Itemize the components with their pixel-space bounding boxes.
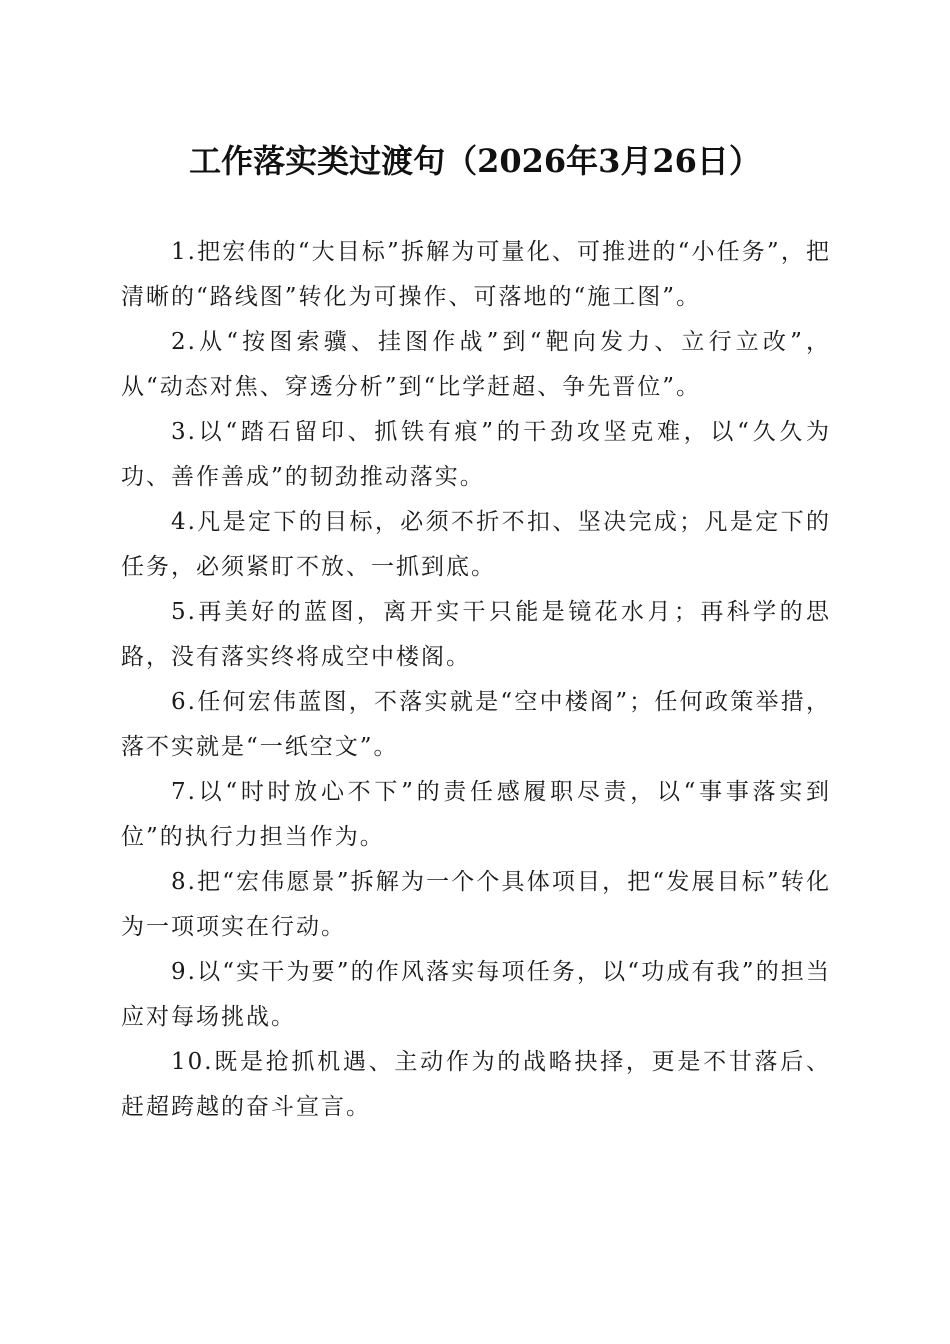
list-item: 2.从“按图索骥、挂图作战”到“靶向发力、立行立改”，从“动态对焦、穿透分析”到“比学赶超、争先晋位”。 — [121, 329, 831, 400]
document-body — [121, 230, 831, 1130]
list-item: 4.凡是定下的目标，必须不折不扣、坚决完成；凡是定下的任务，必须紧盯不放、一抓到底。 — [121, 509, 831, 580]
list-item: 9.以“实干为要”的作风落实每项任务，以“功成有我”的担当应对每场挑战。 — [121, 959, 831, 1030]
list-item: 7.以“时时放心不下”的责任感履职尽责，以“事事落实到位”的执行力担当作为。 — [121, 779, 831, 850]
list-item: 8.把“宏伟愿景”拆解为一个个具体项目，把“发展目标”转化为一项项实在行动。 — [121, 869, 831, 940]
list-item: 1.把宏伟的“大目标”拆解为可量化、可推进的“小任务”，把清晰的“路线图”转化为可操作、可落地的“施工图”。 — [121, 239, 831, 310]
list-item: 10.既是抢抓机遇、主动作为的战略抉择，更是不甘落后、赶超跨越的奋斗宣言。 — [121, 1049, 831, 1120]
document-title: 工作落实类过渡句（2026年3月26日） — [189, 142, 761, 180]
list-item: 5.再美好的蓝图，离开实干只能是镜花水月；再科学的思路，没有落实终将成空中楼阁。 — [121, 599, 831, 670]
list-item: 6.任何宏伟蓝图，不落实就是“空中楼阁”；任何政策举措，落不实就是“一纸空文”。 — [121, 689, 831, 760]
list-item: 3.以“踏石留印、抓铁有痕”的干劲攻坚克难，以“久久为功、善作善成”的韧劲推动落实。 — [121, 419, 831, 490]
